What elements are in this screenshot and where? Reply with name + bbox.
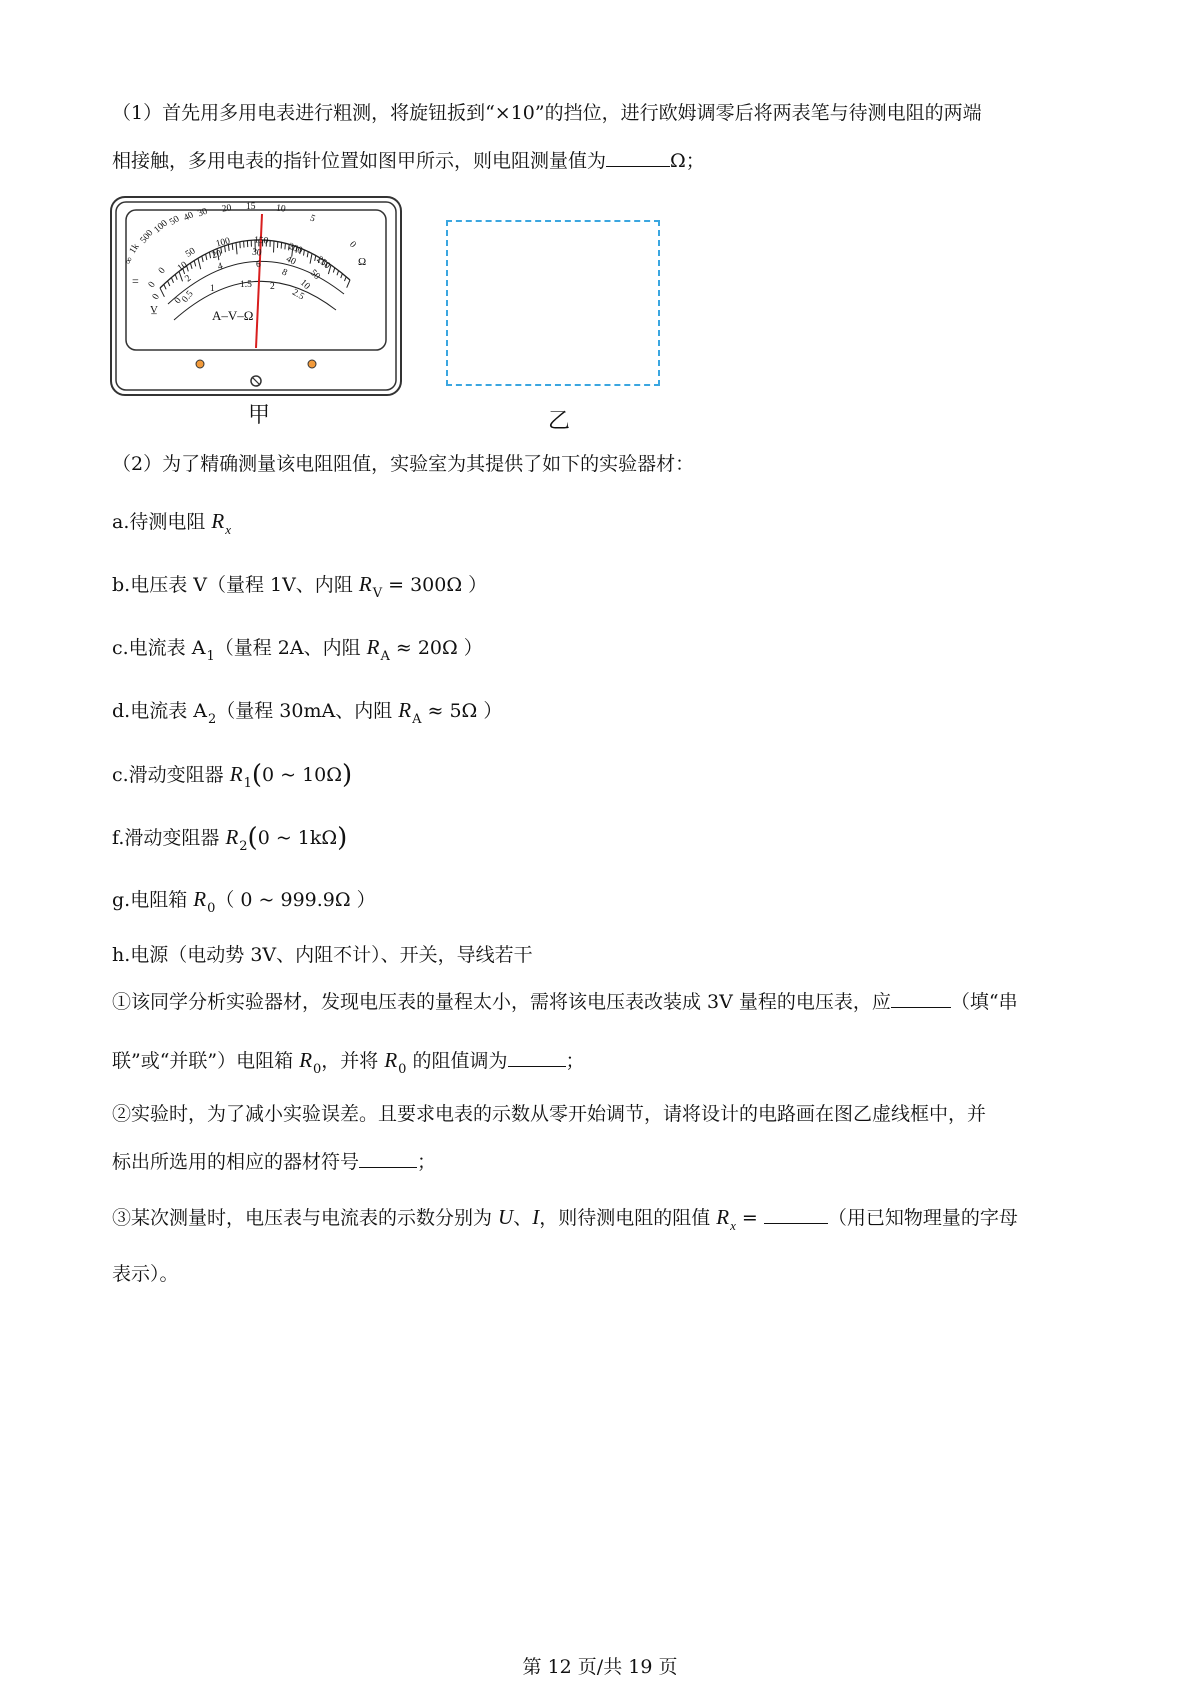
q1-line2: 相接触，多用电表的指针位置如图甲所示，则电阻测量值为 Ω；	[112, 150, 705, 172]
dc-c-10: 10	[297, 278, 312, 292]
circuit-drawing-box[interactable]	[446, 220, 660, 386]
q1-line1: （1）首先用多用电表进行粗测，将旋钮扳到“×10”的挡位，进行欧姆调零后将两表笔与待测电阻的两端	[112, 102, 982, 124]
answer-blank-series-parallel[interactable]	[891, 989, 951, 1008]
ohm-tick-500: 500	[138, 228, 156, 246]
dc-a-100: 100	[215, 236, 232, 250]
dc-c-0: 0	[150, 292, 162, 302]
dc-b-0: 0	[146, 280, 158, 290]
ohm-tick-0: 0	[347, 239, 358, 251]
s1-line2: 联”或“并联”）电阻箱 $R_0$，并将 $R_0$ 的阻值调为 ；	[112, 1048, 585, 1077]
dc-c-8: 8	[280, 267, 289, 279]
ohm-unit: Ω	[358, 256, 367, 268]
item-c1: c.电流表 $A_1$（量程 2A、内阻 $R_A \approx 20\Omega$ ）	[112, 635, 483, 664]
item-f: f.滑动变阻器 $R_2(0$ ~ 1kΩ)	[112, 823, 348, 854]
ohm-tick-100: 100	[152, 218, 170, 236]
ohm-tick-20: 20	[221, 203, 233, 215]
ac-2: 2	[270, 282, 275, 292]
dc-b-30: 30	[251, 247, 262, 259]
item-h: h.电源（电动势 3V、内阻不计）、开关，导线若干	[112, 944, 533, 966]
multimeter-labels	[110, 196, 402, 396]
dc-b-40: 40	[284, 254, 298, 268]
s2-line2: 标出所选用的相应的器材符号 ；	[112, 1151, 437, 1173]
item-a: a.待测电阻 $R_x$	[112, 509, 232, 537]
dc-a-50: 50	[184, 246, 198, 260]
dc-c-2: 2	[183, 273, 194, 285]
figure-caption-yi: 乙	[548, 409, 571, 434]
dc-a-150: 150	[253, 235, 269, 247]
page-footer: 第 12 页/共 19 页	[522, 1656, 678, 1678]
meter-mode-label: A–V–Ω	[212, 308, 254, 323]
item-e: c.滑动变阻器 $R_1(0$ ~ 10Ω)	[112, 760, 353, 791]
ac-2.5: 2.5	[290, 287, 306, 303]
dc-b-10: 10	[175, 260, 190, 274]
dc-a-0: 0	[157, 265, 168, 277]
figure-caption-jia: 甲	[248, 403, 271, 428]
ac-symbol: V̲	[150, 304, 158, 316]
answer-blank-rx-expression[interactable]	[764, 1205, 828, 1224]
item-g: g.电阻箱 $R_0$（ 0 ~ 999.9Ω ）	[112, 887, 376, 916]
item-d: d.电流表 $A_2$（量程 30mA、内阻 $R_A \approx 5\Omega$ ）	[112, 698, 503, 727]
ohm-tick-15: 15	[246, 202, 256, 212]
ohm-tick-30: 30	[196, 206, 209, 220]
item-b: b.电压表 V（量程 1V、内阻 $R_V = 300\Omega$ ）	[112, 572, 488, 601]
s3-line1: ③某次测量时，电压表与电流表的示数分别为 U、I，则待测电阻的阻值 $R_x$ = （用已知物理量的字母	[112, 1205, 1018, 1233]
answer-blank-device-symbols[interactable]	[359, 1149, 417, 1168]
ac-1.5: 1.5	[240, 280, 252, 290]
answer-blank-r0-value[interactable]	[508, 1048, 566, 1067]
s3-line2: 表示）。	[112, 1263, 179, 1285]
ohm-tick-infinity: ∞	[123, 255, 136, 267]
answer-blank-resistance[interactable]	[606, 148, 670, 167]
ac-0.5: 0.5	[180, 289, 196, 305]
ohm-tick-5: 5	[308, 213, 317, 225]
ohm-tick-10: 10	[275, 203, 287, 215]
s2-line1: ②实验时，为了减小实验误差。且要求电表的示数从零开始调节，请将设计的电路画在图乙虚线框中，并	[112, 1103, 987, 1125]
dc-symbol: =	[132, 274, 139, 288]
ac-1: 1	[210, 284, 215, 294]
dc-a-250: 250	[314, 254, 332, 272]
dc-a-200: 200	[286, 241, 304, 257]
dc-c-4: 4	[216, 261, 225, 273]
dc-b-20: 20	[210, 248, 223, 262]
ohm-tick-40: 40	[182, 210, 196, 224]
s1-line1: ①该同学分析实验器材，发现电压表的量程太小，需将该电压表改装成 3V 量程的电压表，应 （填“串	[112, 991, 1018, 1013]
ohm-tick-50: 50	[168, 214, 182, 228]
q2-intro: （2）为了精确测量该电阻阻值，实验室为其提供了如下的实验器材：	[112, 453, 695, 475]
dc-b-50: 50	[307, 268, 322, 282]
ohm-tick-1k: 1k	[127, 242, 142, 256]
ac-0: 0	[173, 295, 184, 307]
dc-c-6: 6	[256, 260, 261, 270]
